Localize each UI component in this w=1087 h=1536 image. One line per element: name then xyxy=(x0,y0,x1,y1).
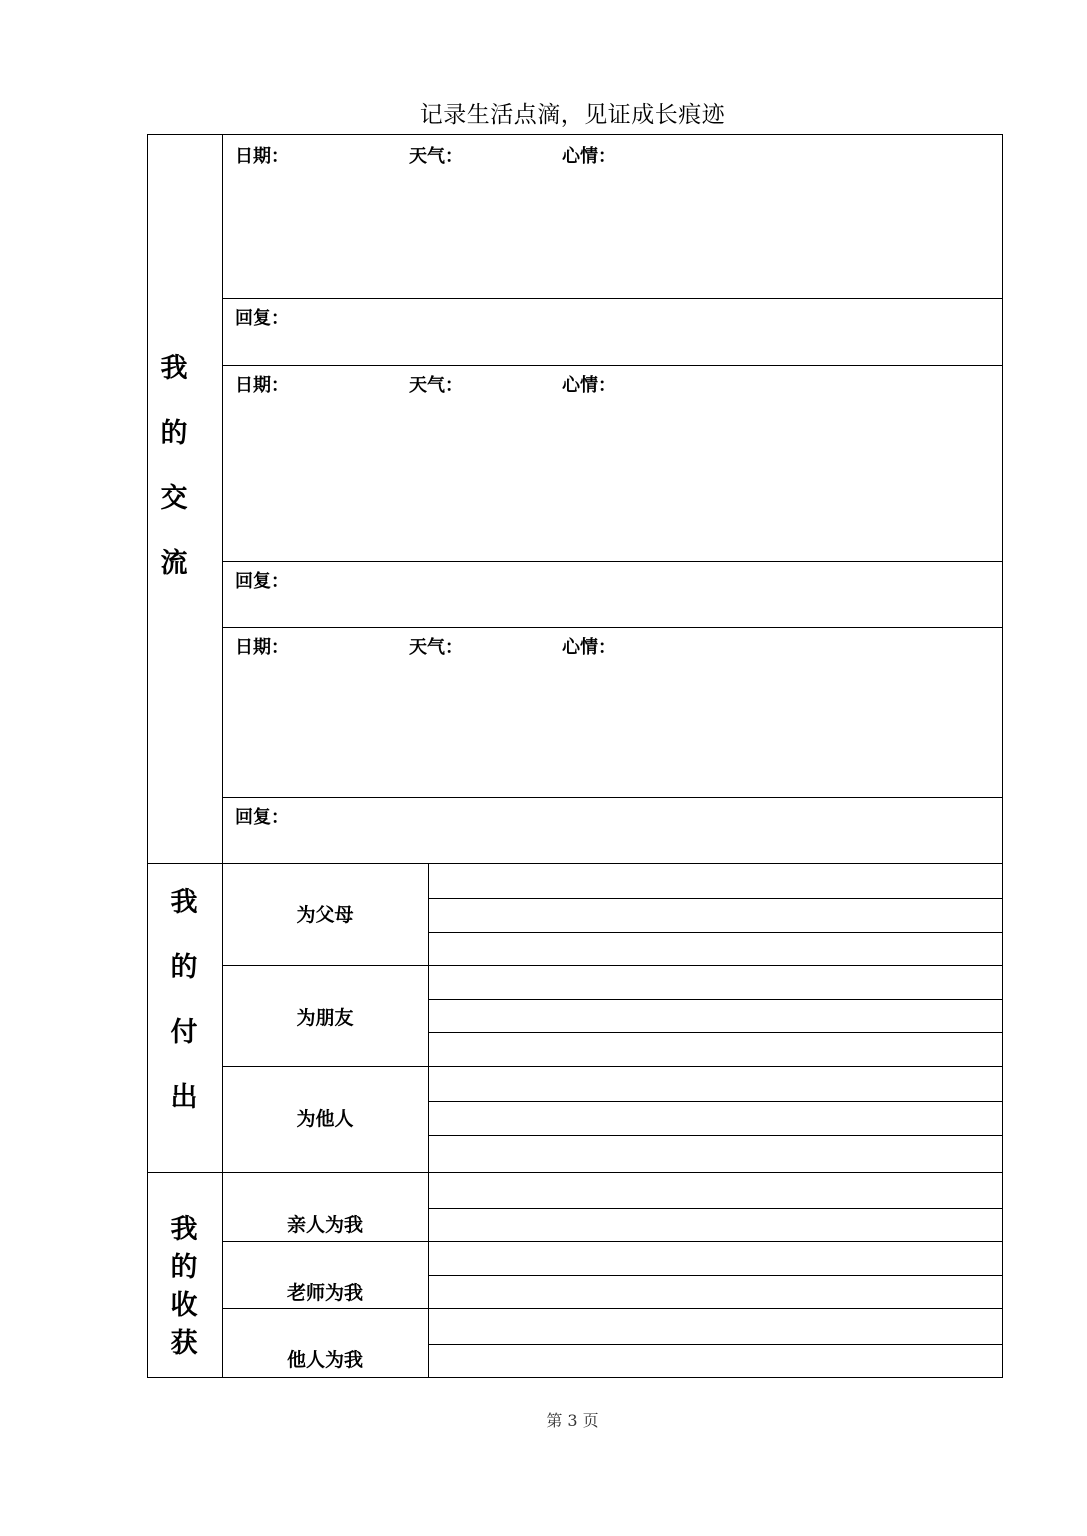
table-border-top xyxy=(147,134,1003,135)
side-label-gains-2: 的 xyxy=(170,1252,198,1283)
giving-line xyxy=(428,898,1003,899)
reply-2-divider xyxy=(222,627,1003,628)
side-label-gains-4: 获 xyxy=(170,1328,198,1359)
entry-3-divider xyxy=(222,797,1003,798)
entry-2-date-label: 日期： xyxy=(235,375,289,396)
entry-1-date-label: 日期： xyxy=(235,146,289,167)
side-label-giving-4: 出 xyxy=(170,1082,198,1113)
entry-3-reply-label: 回复： xyxy=(235,807,289,828)
giving-line xyxy=(428,1135,1003,1136)
entry-2-divider xyxy=(222,561,1003,562)
table-border-bottom xyxy=(147,1377,1003,1378)
section-divider-giving xyxy=(147,863,1003,864)
entry-2-reply-label: 回复： xyxy=(235,571,289,592)
entry-1-reply-label: 回复： xyxy=(235,308,289,329)
side-column-divider xyxy=(222,134,223,1378)
gains-line xyxy=(428,1344,1003,1345)
entry-3-mood-label: 心情： xyxy=(562,637,616,658)
side-label-communication-3: 交 xyxy=(160,483,188,514)
side-label-giving-3: 付 xyxy=(170,1017,198,1048)
giving-row-others: 为他人 xyxy=(296,1108,354,1130)
gains-group-divider-2 xyxy=(222,1308,1003,1309)
side-label-giving-1: 我 xyxy=(170,887,198,918)
entry-1-divider xyxy=(222,298,1003,299)
table-border-left xyxy=(147,134,148,1378)
entry-1-weather-label: 天气： xyxy=(409,146,463,167)
giving-line xyxy=(428,999,1003,1000)
journal-table xyxy=(147,134,1003,1378)
gains-line xyxy=(428,1208,1003,1209)
side-label-gains-1: 我 xyxy=(170,1214,198,1245)
table-border-right xyxy=(1002,134,1003,1378)
side-label-gains-3: 收 xyxy=(170,1290,198,1321)
gains-row-others: 他人为我 xyxy=(286,1349,363,1371)
giving-row-friends: 为朋友 xyxy=(296,1007,354,1029)
giving-line xyxy=(428,1032,1003,1033)
gains-group-divider-1 xyxy=(222,1241,1003,1242)
page-number: 第 3 页 xyxy=(546,1411,599,1430)
gains-row-teachers: 老师为我 xyxy=(286,1282,363,1304)
giving-group-divider-1 xyxy=(222,965,1003,966)
giving-line xyxy=(428,932,1003,933)
entry-1-mood-label: 心情： xyxy=(562,146,616,167)
entry-2-mood-label: 心情： xyxy=(562,375,616,396)
giving-line xyxy=(428,1101,1003,1102)
entry-2-weather-label: 天气： xyxy=(409,375,463,396)
page-title: 记录生活点滴，见证成长痕迹 xyxy=(419,102,726,128)
label-column-divider xyxy=(428,863,429,1378)
side-label-communication-4: 流 xyxy=(160,548,188,579)
entry-3-date-label: 日期： xyxy=(235,637,289,658)
side-label-communication-2: 的 xyxy=(160,418,188,449)
gains-row-family: 亲人为我 xyxy=(286,1214,363,1236)
reply-1-divider xyxy=(222,365,1003,366)
giving-group-divider-2 xyxy=(222,1066,1003,1067)
gains-line xyxy=(428,1275,1003,1276)
giving-row-parents: 为父母 xyxy=(296,904,354,926)
entry-3-weather-label: 天气： xyxy=(409,637,463,658)
side-label-giving-2: 的 xyxy=(170,952,198,983)
section-divider-gains xyxy=(147,1172,1003,1173)
side-label-communication-1: 我 xyxy=(160,353,188,384)
